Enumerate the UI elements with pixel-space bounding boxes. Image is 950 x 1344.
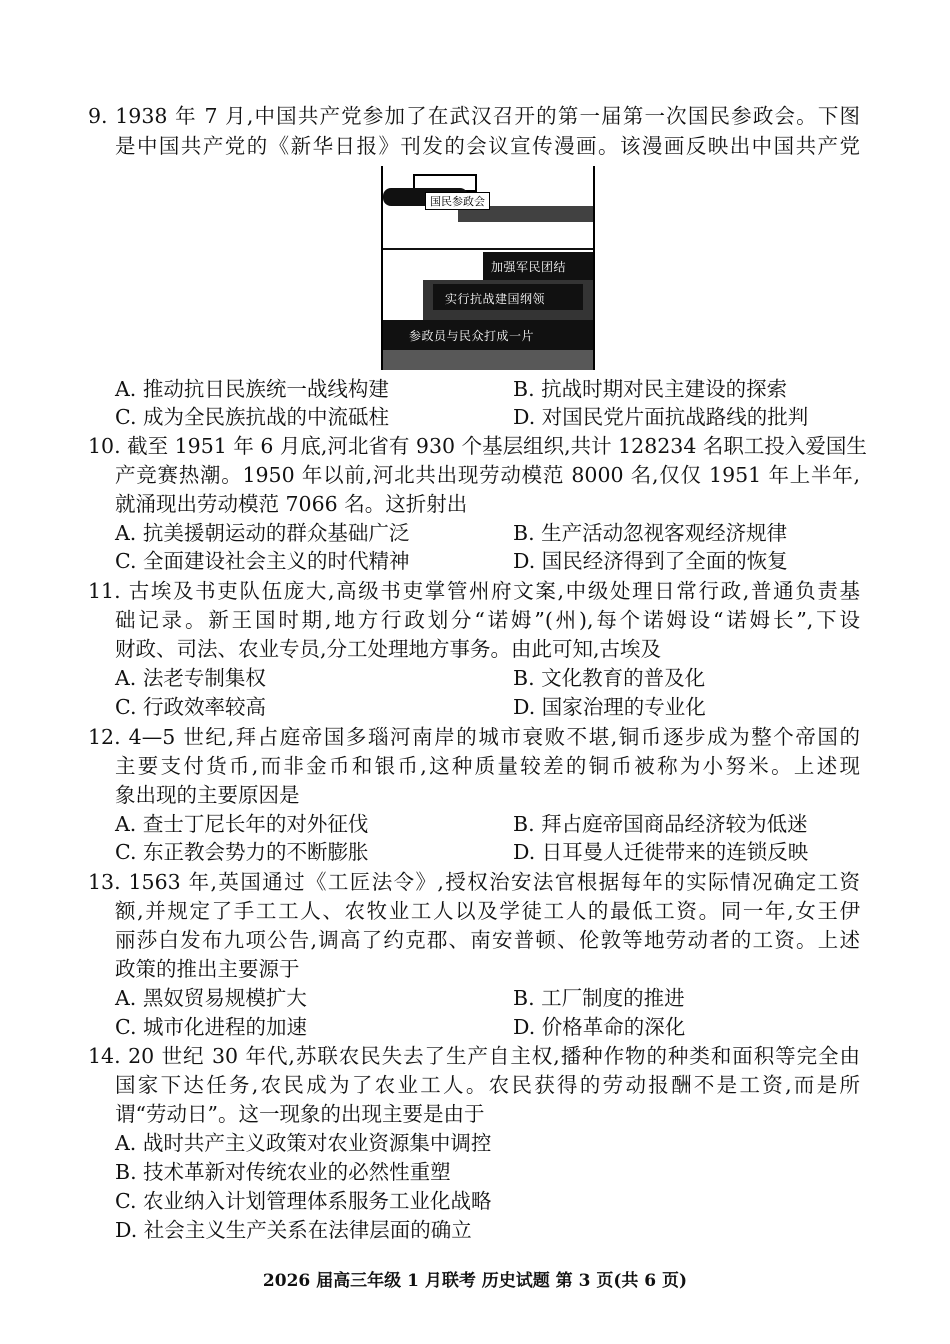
question-12-line-3: 象出现的主要原因是 [115,783,300,807]
question-9-option-b: B. 抗战时期对民主建设的探索 [513,377,788,401]
question-14-option-b: B. 技术革新对传统农业的必然性重塑 [115,1160,451,1184]
question-12-option-a: A. 查士丁尼长年的对外征伐 [115,812,369,836]
question-10-line-2: 产竞赛热潮。1950 年以前,河北共出现劳动模范 8000 名,仅仅 1951 年上半年, [115,463,860,487]
question-14-option-d: D. 社会主义生产关系在法律层面的确立 [115,1218,472,1242]
question-12-option-b: B. 拜占庭帝国商品经济较为低迷 [513,812,808,836]
question-14-line-3: 谓“劳动日”。这一现象的出现主要是由于 [115,1102,485,1126]
question-11-line-2: 础记录。新王国时期,地方行政划分“诺姆”(州),每个诺姆设“诺姆长”,下设 [115,608,860,632]
question-11-option-c: C. 行政效率较高 [115,695,266,719]
question-14-line-2: 国家下达任务,农民成为了农业工人。农民获得的劳动报酬不是工资,而是所 [115,1073,860,1097]
question-14-option-c: C. 农业纳入计划管理体系服务工业化战略 [115,1189,492,1213]
question-11-line-1: 11. 古埃及书吏队伍庞大,高级书吏掌管州府文案,中级处理日常行政,普通负责基 [88,579,860,603]
question-13-option-a: A. 黑奴贸易规模扩大 [115,986,307,1010]
question-13-line-3: 丽莎白发布九项公告,调高了约克郡、南安普顿、伦敦等地劳动者的工资。上述 [115,928,860,952]
question-10-option-d: D. 国民经济得到了全面的恢复 [513,549,788,573]
question-13-line-4: 政策的推出主要源于 [115,957,300,981]
question-9-line-2: 是中国共产党的《新华日报》刊发的会议宣传漫画。该漫画反映出中国共产党 [115,134,860,158]
question-12-option-c: C. 东正教会势力的不断膨胀 [115,840,369,864]
propaganda-cartoon [381,166,595,370]
question-11-option-a: A. 法老专制集权 [115,666,266,690]
question-10-option-a: A. 抗美援朝运动的群众基础广泛 [115,521,410,545]
question-10-option-c: C. 全面建设社会主义的时代精神 [115,549,410,573]
question-13-line-2: 额,并规定了手工工人、农牧业工人以及学徒工人的最低工资。同一年,女王伊 [115,899,860,923]
question-10-line-3: 就涌现出劳动模范 7066 名。这折射出 [115,492,468,516]
question-14-line-1: 14. 20 世纪 30 年代,苏联农民失去了生产自主权,播种作物的种类和面积等完全由 [88,1044,860,1068]
question-9-option-a: A. 推动抗日民族统一战线构建 [115,377,389,401]
question-13-line-1: 13. 1563 年,英国通过《工匠法令》,授权治安法官根据每年的实际情况确定工资 [88,870,860,894]
question-14-option-a: A. 战时共产主义政策对农业资源集中调控 [115,1131,492,1155]
question-9-line-1: 9. 1938 年 7 月,中国共产党参加了在武汉召开的第一届第一次国民参政会。下图 [88,104,860,128]
cartoon-banner-1: 加强军民团结 [491,260,567,274]
question-11-line-3: 财政、司法、农业专员,分工处理地方事务。由此可知,古埃及 [115,637,662,661]
page-footer: 2026 届高三年级 1 月联考 历史试题 第 3 页(共 6 页) [262,1271,688,1291]
question-10-option-b: B. 生产活动忽视客观经济规律 [513,521,788,545]
question-13-option-c: C. 城市化进程的加速 [115,1015,307,1039]
question-10-line-1: 10. 截至 1951 年 6 月底,河北省有 930 个基层组织,共计 128234 名职工投入爱国生 [88,434,867,458]
cartoon-banner-3: 参政员与民众打成一片 [409,329,535,343]
question-11-option-b: B. 文化教育的普及化 [513,666,706,690]
cartoon-sign: 国民参政会 [425,192,490,210]
question-13-option-b: B. 工厂制度的推进 [513,986,685,1010]
question-12-line-2: 主要支付货币,而非金币和银币,这种质量较差的铜币被称为小努米。上述现 [115,754,860,778]
question-9-option-d: D. 对国民党片面抗战路线的批判 [513,405,809,429]
question-12-line-1: 12. 4—5 世纪,拜占庭帝国多瑙河南岸的城市衰败不堪,铜币逐步成为整个帝国的 [88,725,860,749]
question-9-option-c: C. 成为全民族抗战的中流砥柱 [115,405,389,429]
cartoon-banner-2: 实行抗战建国纲领 [445,292,546,306]
question-13-option-d: D. 价格革命的深化 [513,1015,686,1039]
question-11-option-d: D. 国家治理的专业化 [513,695,706,719]
question-12-option-d: D. 日耳曼人迁徙带来的连锁反映 [513,840,809,864]
